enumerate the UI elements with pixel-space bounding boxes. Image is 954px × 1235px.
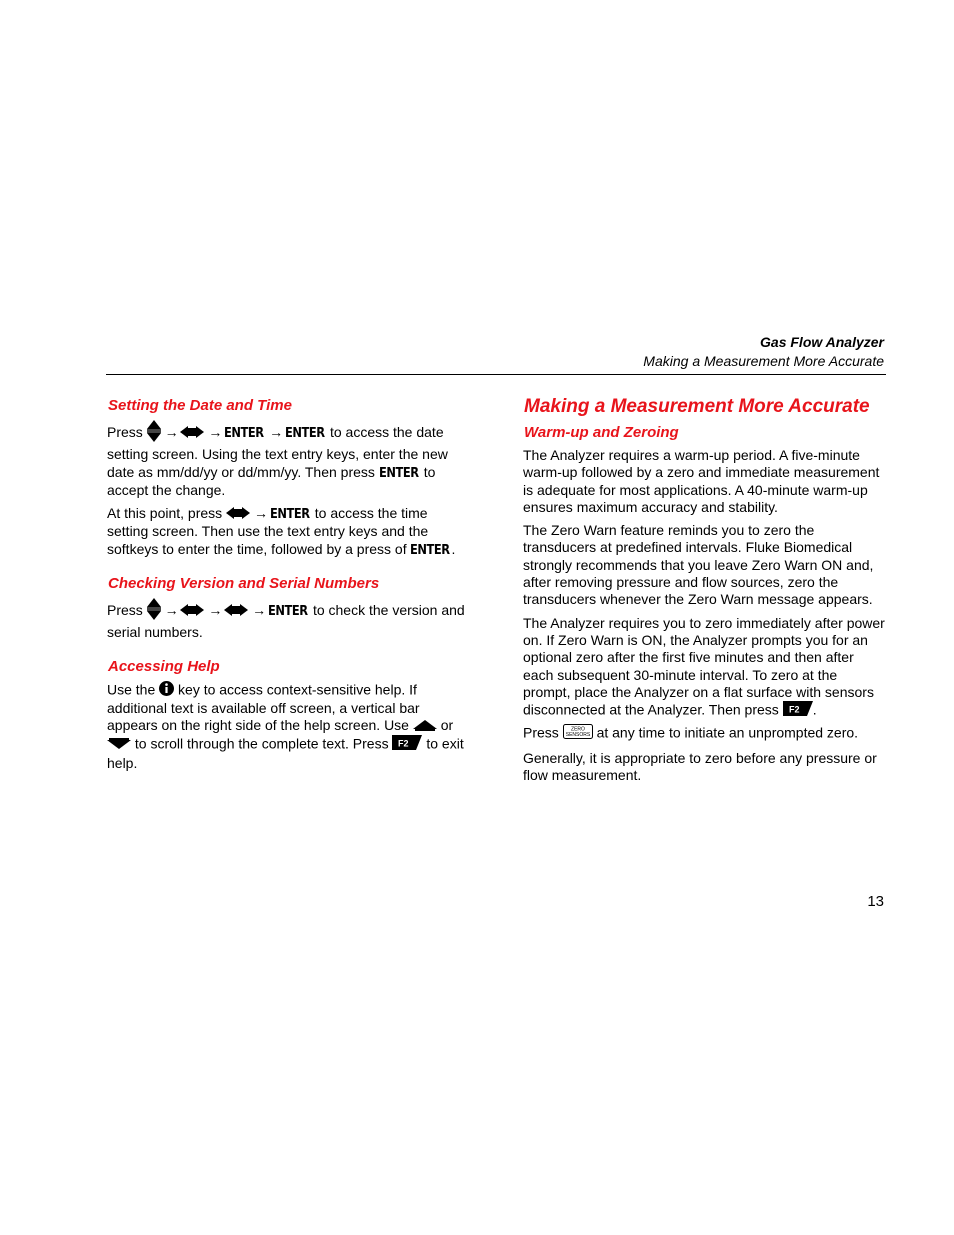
press-text: Press xyxy=(107,423,143,440)
help-p-end: to exit help. xyxy=(107,735,464,771)
warmup-heading: Warm-up and Zeroing xyxy=(524,424,679,441)
left-right-arrow-icon xyxy=(224,603,248,620)
enter-key: ENTER xyxy=(378,465,419,481)
svg-text:ZERO: ZERO xyxy=(570,726,585,733)
date-time-p1-text: to access the date setting screen. Using the text entry keys, enter the new date as mm/dd/yy or dd/mm/yy. Then press xyxy=(107,423,448,480)
date-time-p2 xyxy=(107,505,467,559)
date-time-p2-end: . xyxy=(451,540,456,557)
warmup-p3 xyxy=(523,615,886,721)
version-heading: Checking Version and Serial Numbers xyxy=(108,575,380,593)
right-column xyxy=(523,396,886,790)
version-p xyxy=(107,598,467,642)
left-column xyxy=(107,396,467,778)
date-time-heading: Setting the Date and Time xyxy=(108,397,292,414)
f2-key-icon xyxy=(392,735,422,754)
arrow-icon: → xyxy=(208,423,223,440)
svg-text:SENSORS: SENSORS xyxy=(565,732,590,739)
arrow-icon: → xyxy=(208,601,223,618)
date-time-p1 xyxy=(107,420,467,499)
help-p xyxy=(107,681,467,772)
date-time-p1-end: to accept the change. xyxy=(107,463,436,498)
arrow-icon: → xyxy=(269,423,284,440)
svg-text:F2: F2 xyxy=(788,704,800,715)
running-header xyxy=(643,333,884,371)
warmup-p1: The Analyzer requires a warm-up period. A five-minute warm-up followed by a zero and immediate measurement is adequate for most applications. A 40-minute warm-up ensures maximum accuracy and stability. xyxy=(523,447,880,515)
arrow-icon: → xyxy=(253,505,268,522)
up-arrow-icon xyxy=(413,718,437,735)
enter-key: ENTER xyxy=(268,603,308,619)
header-rule xyxy=(106,374,886,375)
page-number: 13 xyxy=(867,893,884,910)
svg-text:F2: F2 xyxy=(398,738,409,749)
enter-key: ENTER xyxy=(269,507,310,523)
warmup-p4 xyxy=(523,724,886,743)
enter-key: ENTER xyxy=(410,542,451,558)
press-text: Press xyxy=(107,601,143,618)
doc-title: Gas Flow Analyzer xyxy=(760,334,884,350)
section-title: Making a Measurement More Accurate xyxy=(643,353,884,369)
down-arrow-icon xyxy=(107,736,131,753)
version-p-text: to check the version and serial numbers. xyxy=(107,601,465,641)
arrow-icon: → xyxy=(164,423,179,440)
main-heading: Making a Measurement More Accurate xyxy=(524,396,870,417)
help-p-mid1: key to access context-sensitive help. If additional text is available off screen, a vertical bar appears on the right side of the help screen. Use xyxy=(107,681,420,734)
warmup-p3-end: . xyxy=(812,701,817,718)
left-right-arrow-icon xyxy=(180,603,204,620)
warmup-p3-text: The Analyzer requires you to zero immediately after power on. If Zero Warn is ON, the Analyzer prompts you for an optional zero after the first five minutes and then after each subsequent 30-minute interval. To zero at the prompt, place the Analyzer on a flat surface with sensors disconnected at the Analyzer. Then press xyxy=(523,614,885,718)
arrow-icon: → xyxy=(164,601,179,618)
warmup-p4-start: Press xyxy=(523,724,563,741)
warmup-p4-text: at any time to initiate an unprompted zero. xyxy=(596,724,859,741)
f2-key-icon xyxy=(783,701,813,720)
help-heading: Accessing Help xyxy=(108,657,220,675)
warmup-p2: The Zero Warn feature reminds you to zero the transducers at predefined intervals. Fluke Biomedical strongly recommends that you leave Zero Warn ON and, after removing pressure and flow sources, zero the transducers whenever the Zero Warn message appears. xyxy=(523,522,874,608)
left-right-arrow-icon xyxy=(180,425,204,442)
up-down-arrow-icon xyxy=(147,598,161,624)
date-time-p2-text: to access the time setting screen. Then use the text entry keys and the softkeys to enter the time, followed by a press of xyxy=(107,505,429,557)
info-icon xyxy=(159,681,174,700)
date-time-p2-start: At this point, press xyxy=(107,505,227,522)
zero-sensors-key-icon xyxy=(563,724,593,743)
up-down-arrow-icon xyxy=(147,420,161,446)
left-right-arrow-icon xyxy=(226,506,250,523)
enter-key: ENTER xyxy=(224,425,264,441)
help-p-mid2: to scroll through the complete text. Press xyxy=(131,735,393,752)
arrow-icon: → xyxy=(252,601,267,618)
help-p-or: or xyxy=(436,717,454,734)
warmup-p5: Generally, it is appropriate to zero before any pressure or flow measurement. xyxy=(523,749,877,784)
help-p-start: Use the xyxy=(107,681,160,698)
enter-key: ENTER xyxy=(285,425,325,441)
